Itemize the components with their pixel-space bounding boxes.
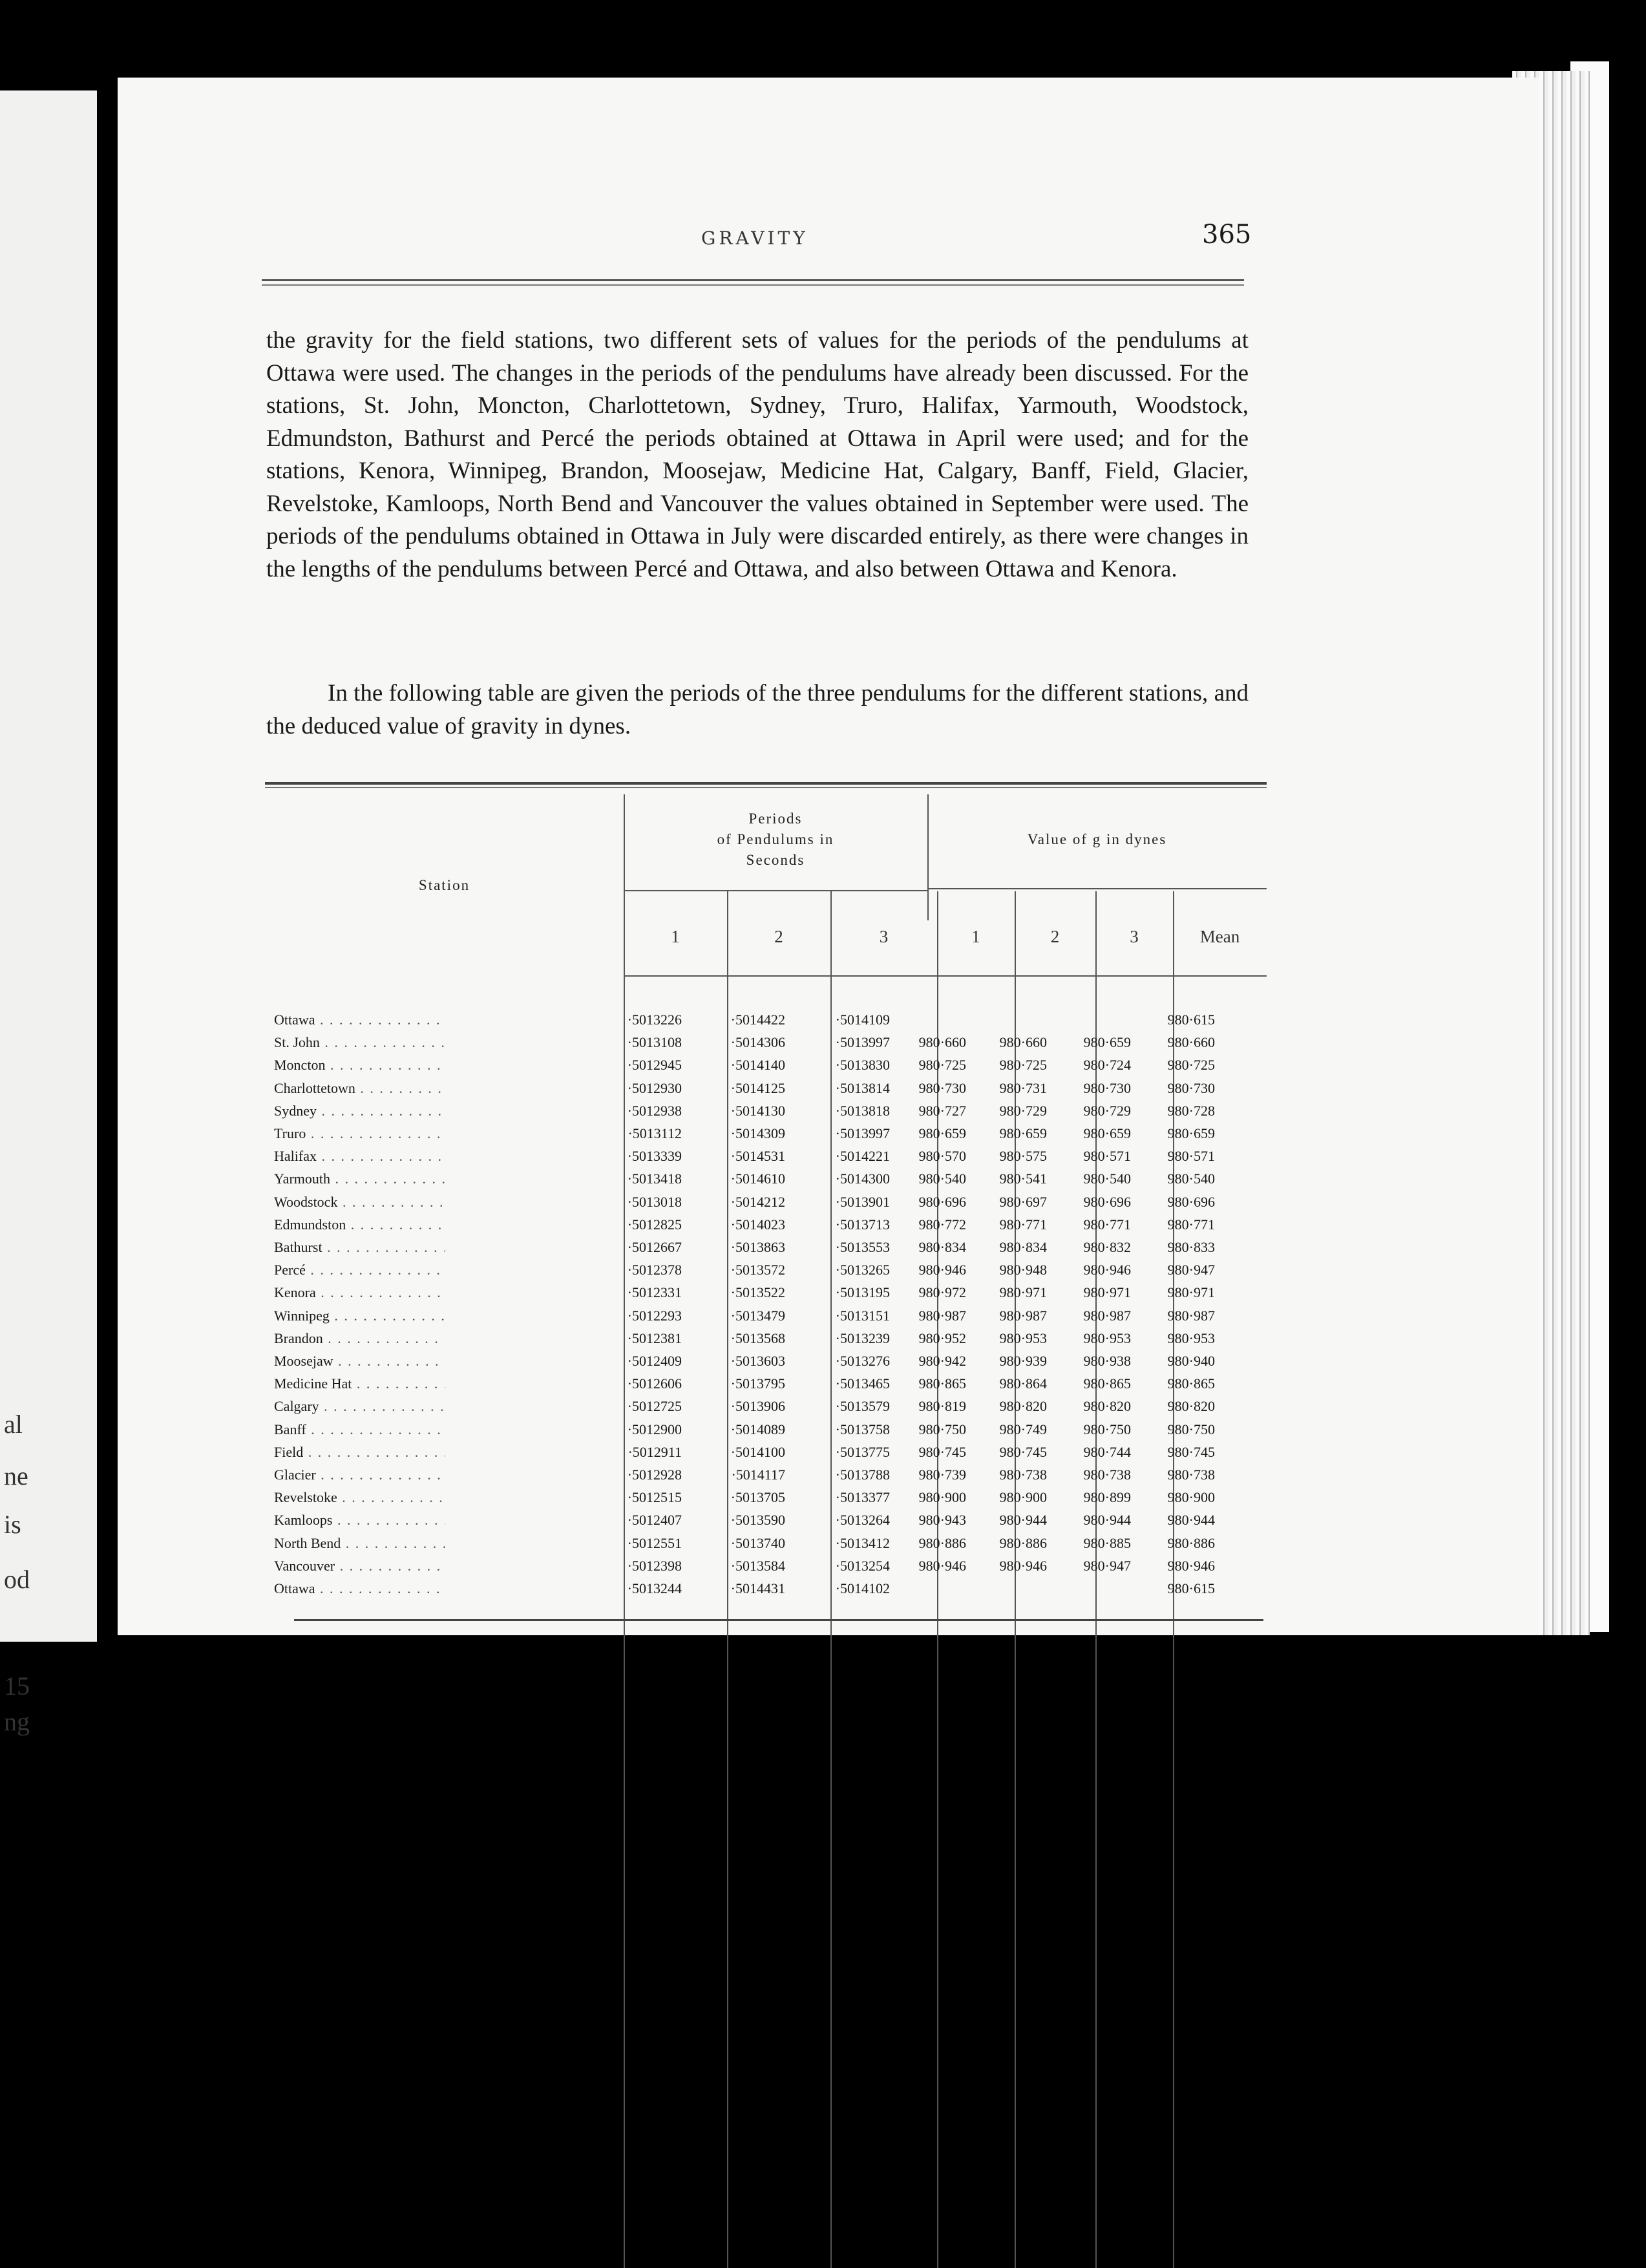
period-3: ·5014300 xyxy=(835,1171,890,1187)
period-2: ·5013522 xyxy=(730,1284,785,1301)
period-1: ·5012293 xyxy=(627,1307,682,1324)
period-2: ·5014531 xyxy=(730,1148,785,1165)
gravity-3: 980·865 xyxy=(1083,1375,1131,1392)
col-g-mean: Mean xyxy=(1199,927,1240,946)
table-row xyxy=(265,1284,1267,1307)
gravity-2: 980·944 xyxy=(999,1512,1047,1529)
table-row xyxy=(265,1512,1267,1534)
gravity-3: 980·729 xyxy=(1083,1102,1131,1119)
period-3: ·5013818 xyxy=(835,1102,890,1119)
period-2: ·5014089 xyxy=(730,1421,785,1437)
header-rule xyxy=(262,279,1244,286)
table-row xyxy=(265,1535,1267,1558)
period-3: ·5013265 xyxy=(835,1262,890,1278)
gravity-3: 980·696 xyxy=(1083,1193,1131,1210)
period-3: ·5013412 xyxy=(835,1534,890,1551)
period-1: ·5013339 xyxy=(627,1148,682,1165)
gravity-3: 980·744 xyxy=(1083,1443,1131,1460)
station-name: Kamloops . . . xyxy=(274,1512,445,1529)
gravity-header: Value of g in dynes xyxy=(1027,831,1167,847)
gravity-2: 980·749 xyxy=(999,1421,1047,1437)
table-row xyxy=(265,1330,1267,1353)
station-name: Charlottetown . . . xyxy=(274,1080,445,1097)
station-name: Medicine Hat . . . xyxy=(274,1375,445,1392)
periods-header-line: of Pendulums in xyxy=(717,831,834,847)
gravity-table xyxy=(265,782,1267,1596)
gravity-2: 980·987 xyxy=(999,1307,1047,1324)
gravity-3: 980·938 xyxy=(1083,1353,1131,1369)
period-3: ·5013465 xyxy=(835,1375,890,1392)
gravity-mean: 980·865 xyxy=(1167,1375,1215,1392)
period-2: ·5013584 xyxy=(730,1557,785,1574)
period-2: ·5013568 xyxy=(730,1330,785,1346)
table-row xyxy=(265,1194,1267,1216)
period-3: ·5013814 xyxy=(835,1079,890,1096)
page-number: 365 xyxy=(1202,220,1252,249)
column-divider xyxy=(927,794,929,920)
table-row xyxy=(265,1080,1267,1103)
gravity-2: 980·948 xyxy=(999,1262,1047,1278)
table-row xyxy=(265,1421,1267,1444)
gravity-3: 980·540 xyxy=(1083,1171,1131,1187)
gravity-3: 980·820 xyxy=(1083,1398,1131,1415)
header-rule xyxy=(624,890,927,891)
period-2: ·5013740 xyxy=(730,1534,785,1551)
gravity-3: 980·832 xyxy=(1083,1239,1131,1255)
gravity-1: 980·727 xyxy=(918,1102,966,1119)
period-2: ·5014422 xyxy=(730,1012,785,1028)
station-name: Bathurst . . . xyxy=(274,1239,445,1256)
period-3: ·5013377 xyxy=(835,1489,890,1506)
period-2: ·5014130 xyxy=(730,1102,785,1119)
gravity-mean: 980·947 xyxy=(1167,1262,1215,1278)
table-row xyxy=(265,1103,1267,1125)
gravity-mean: 980·771 xyxy=(1167,1216,1215,1233)
gravity-3: 980·571 xyxy=(1083,1148,1131,1165)
station-name: Glacier . . . xyxy=(274,1467,445,1483)
period-3: ·5014102 xyxy=(835,1580,890,1596)
period-3: ·5013775 xyxy=(835,1443,890,1460)
period-1: ·5012938 xyxy=(627,1102,682,1119)
station-name: North Bend . . . xyxy=(274,1535,445,1552)
table-row xyxy=(265,1467,1267,1489)
gravity-3: 980·953 xyxy=(1083,1330,1131,1346)
gravity-mean: 980·953 xyxy=(1167,1330,1215,1346)
gravity-mean: 980·615 xyxy=(1167,1012,1215,1028)
gravity-mean: 980·833 xyxy=(1167,1239,1215,1255)
table-row xyxy=(265,1375,1267,1398)
gravity-3: 980·971 xyxy=(1083,1284,1131,1301)
gravity-1: 980·946 xyxy=(918,1262,966,1278)
gravity-1: 980·865 xyxy=(918,1375,966,1392)
gravity-mean: 980·971 xyxy=(1167,1284,1215,1301)
table-row xyxy=(265,1057,1267,1079)
period-3: ·5014221 xyxy=(835,1148,890,1165)
period-1: ·5012900 xyxy=(627,1421,682,1437)
period-2: ·5013603 xyxy=(730,1353,785,1369)
gravity-2: 980·660 xyxy=(999,1034,1047,1051)
header-bottom-rule xyxy=(624,975,1267,977)
table-row xyxy=(265,1489,1267,1512)
gravity-2: 980·900 xyxy=(999,1489,1047,1506)
table-row xyxy=(265,1444,1267,1467)
gravity-2: 980·738 xyxy=(999,1467,1047,1483)
gravity-1: 980·819 xyxy=(918,1398,966,1415)
gravity-1: 980·660 xyxy=(918,1034,966,1051)
period-1: ·5012378 xyxy=(627,1262,682,1278)
table-header xyxy=(265,788,1267,998)
gravity-1: 980·987 xyxy=(918,1307,966,1324)
period-1: ·5012930 xyxy=(627,1079,682,1096)
gravity-mean: 980·615 xyxy=(1167,1580,1215,1596)
left-fragment: 15 xyxy=(4,1671,30,1701)
gravity-3: 980·771 xyxy=(1083,1216,1131,1233)
gravity-1: 980·745 xyxy=(918,1443,966,1460)
period-3: ·5013264 xyxy=(835,1512,890,1529)
period-1: ·5012945 xyxy=(627,1057,682,1074)
period-3: ·5013239 xyxy=(835,1330,890,1346)
gravity-mean: 980·946 xyxy=(1167,1557,1215,1574)
gravity-2: 980·697 xyxy=(999,1193,1047,1210)
period-2: ·5014117 xyxy=(731,1467,785,1483)
station-name: Ottawa . . . xyxy=(274,1580,445,1597)
left-fragment: ne xyxy=(4,1461,28,1490)
period-1: ·5013112 xyxy=(628,1125,682,1141)
gravity-mean: 980·750 xyxy=(1167,1421,1215,1437)
table-row xyxy=(265,1216,1267,1239)
station-name: Revelstoke . . . xyxy=(274,1489,445,1506)
periods-header-line: Periods xyxy=(748,811,803,827)
station-name: Sydney . . . xyxy=(274,1103,445,1119)
periods-header xyxy=(624,809,927,871)
gravity-mean: 980·659 xyxy=(1167,1125,1215,1141)
period-2: ·5014125 xyxy=(730,1079,785,1096)
paragraph-text: the gravity for the field stations, two different sets of values for the periods of the pendulums at Ottawa were used. The changes in the periods of the pendulums have already been discussed. For the stations, St. John, Moncton, Charlottetown, Sydney, Truro, Halifax, Yarmouth, Woodstock, Edmundston, Bathurst and Percé the periods obtained at Ottawa in April were used; and for the stations, Kenora, Winnipeg, Brandon, Moosejaw, Medicine Hat, Calgary, Banff, Field, Glacier, Revelstoke, Kamloops, North Bend and Vancouver the values obtained in September were used. The periods of the pendulums obtained in Ottawa in July were discarded entirely, as there were changes in the lengths of the pendulums between Percé and Ottawa, and also between Ottawa and Kenora. xyxy=(266,327,1249,582)
gravity-1: 980·750 xyxy=(918,1421,966,1437)
gravity-1: 980·725 xyxy=(918,1057,966,1074)
period-2: ·5014100 xyxy=(730,1443,785,1460)
period-2: ·5014610 xyxy=(730,1171,785,1187)
station-header: Station xyxy=(418,877,470,893)
station-name: St. John . . . xyxy=(274,1034,445,1051)
period-2: ·5013863 xyxy=(730,1239,785,1255)
period-1: ·5012667 xyxy=(627,1239,682,1255)
gravity-3: 980·885 xyxy=(1083,1534,1131,1551)
table-row xyxy=(265,1398,1267,1421)
station-name: Ottawa . . . xyxy=(274,1012,445,1028)
gravity-mean: 980·820 xyxy=(1167,1398,1215,1415)
gravity-mean: 980·660 xyxy=(1167,1034,1215,1051)
left-page-edge xyxy=(0,90,97,1736)
period-1: ·5012381 xyxy=(627,1330,682,1346)
gravity-1: 980·696 xyxy=(918,1193,966,1210)
period-3: ·5013151 xyxy=(835,1307,890,1324)
table-row xyxy=(265,1262,1267,1284)
gravity-2: 980·659 xyxy=(999,1125,1047,1141)
station-name: Halifax . . . xyxy=(274,1148,445,1165)
col-period-1: 1 xyxy=(671,927,680,946)
period-1: ·5012398 xyxy=(627,1557,682,1574)
period-3: ·5013254 xyxy=(835,1557,890,1574)
period-1: ·5013018 xyxy=(627,1193,682,1210)
gravity-2: 980·771 xyxy=(999,1216,1047,1233)
gravity-1: 980·943 xyxy=(918,1512,966,1529)
period-3: ·5013758 xyxy=(835,1421,890,1437)
period-3: ·5013713 xyxy=(835,1216,890,1233)
gravity-3: 980·947 xyxy=(1083,1557,1131,1574)
period-1: ·5013226 xyxy=(627,1012,682,1028)
left-fragment: al xyxy=(4,1410,23,1439)
gravity-2: 980·725 xyxy=(999,1057,1047,1074)
table-bottom-rule xyxy=(294,1619,1263,1621)
station-name: Vancouver . . . xyxy=(274,1558,445,1574)
period-3: ·5014109 xyxy=(835,1012,890,1028)
gravity-1: 980·900 xyxy=(918,1489,966,1506)
period-3: ·5013901 xyxy=(835,1193,890,1210)
period-1: ·5012551 xyxy=(627,1534,682,1551)
period-1: ·5012725 xyxy=(627,1398,682,1415)
period-3: ·5013788 xyxy=(835,1467,890,1483)
left-fragment: is xyxy=(4,1510,21,1539)
period-1: ·5013244 xyxy=(627,1580,682,1596)
period-2: ·5014309 xyxy=(730,1125,785,1141)
gravity-mean: 980·738 xyxy=(1167,1467,1215,1483)
period-2: ·5013705 xyxy=(730,1489,785,1506)
gravity-mean: 980·987 xyxy=(1167,1307,1215,1324)
gravity-1: 980·886 xyxy=(918,1534,966,1551)
gravity-3: 980·659 xyxy=(1083,1034,1131,1051)
table-top-rule xyxy=(265,782,1267,788)
gravity-mean: 980·944 xyxy=(1167,1512,1215,1529)
gravity-1: 980·952 xyxy=(918,1330,966,1346)
table-row xyxy=(265,1308,1267,1330)
station-name: Edmundston . . . xyxy=(274,1216,445,1233)
table-row xyxy=(265,1580,1267,1603)
gravity-mean: 980·696 xyxy=(1167,1193,1215,1210)
gravity-2: 980·820 xyxy=(999,1398,1047,1415)
period-2: ·5014023 xyxy=(730,1216,785,1233)
gravity-3: 980·987 xyxy=(1083,1307,1131,1324)
period-3: ·5013276 xyxy=(835,1353,890,1369)
periods-header-line: Seconds xyxy=(746,852,805,868)
station-name: Woodstock . . . xyxy=(274,1194,445,1211)
gravity-1: 980·772 xyxy=(918,1216,966,1233)
period-1: ·5012515 xyxy=(627,1489,682,1506)
left-fragment: ng xyxy=(4,1707,30,1736)
gravity-mean: 980·900 xyxy=(1167,1489,1215,1506)
gravity-1: 980·730 xyxy=(918,1079,966,1096)
gravity-2: 980·864 xyxy=(999,1375,1047,1392)
gravity-1: 980·739 xyxy=(918,1467,966,1483)
gravity-1: 980·942 xyxy=(918,1353,966,1369)
gravity-1: 980·946 xyxy=(918,1557,966,1574)
table-row xyxy=(265,1012,1267,1034)
gravity-3: 980·730 xyxy=(1083,1079,1131,1096)
gravity-2: 980·575 xyxy=(999,1148,1047,1165)
gravity-2: 980·953 xyxy=(999,1330,1047,1346)
col-period-3: 3 xyxy=(879,927,889,946)
period-1: ·5012928 xyxy=(627,1467,682,1483)
gravity-mean: 980·728 xyxy=(1167,1102,1215,1119)
period-3: ·5013997 xyxy=(835,1034,890,1051)
gravity-mean: 980·730 xyxy=(1167,1079,1215,1096)
period-2: ·5014431 xyxy=(730,1580,785,1596)
col-g-1: 1 xyxy=(971,927,980,946)
col-g-3: 3 xyxy=(1130,927,1139,946)
gravity-3: 980·946 xyxy=(1083,1262,1131,1278)
period-2: ·5014140 xyxy=(730,1057,785,1074)
gravity-mean: 980·940 xyxy=(1167,1353,1215,1369)
period-3: ·5013195 xyxy=(835,1284,890,1301)
gravity-1: 980·972 xyxy=(918,1284,966,1301)
gravity-2: 980·729 xyxy=(999,1102,1047,1119)
gravity-2: 980·745 xyxy=(999,1443,1047,1460)
table-row xyxy=(265,1239,1267,1262)
period-2: ·5013572 xyxy=(730,1262,785,1278)
table-row xyxy=(265,1148,1267,1171)
station-name: Calgary . . . xyxy=(274,1398,445,1415)
gravity-mean: 980·571 xyxy=(1167,1148,1215,1165)
period-1: ·5013108 xyxy=(627,1034,682,1051)
period-3: ·5013830 xyxy=(835,1057,890,1074)
station-name: Brandon . . . xyxy=(274,1330,445,1347)
gravity-2: 980·946 xyxy=(999,1557,1047,1574)
gravity-3: 980·944 xyxy=(1083,1512,1131,1529)
left-fragment: od xyxy=(4,1565,30,1594)
station-name: Field . . . xyxy=(274,1444,445,1461)
table-row xyxy=(265,1353,1267,1375)
period-2: ·5014212 xyxy=(730,1193,785,1210)
gravity-2: 980·541 xyxy=(999,1171,1047,1187)
period-2: ·5014306 xyxy=(730,1034,785,1051)
period-3: ·5013553 xyxy=(835,1239,890,1255)
period-1: ·5012825 xyxy=(627,1216,682,1233)
gravity-3: 980·659 xyxy=(1083,1125,1131,1141)
gravity-2: 980·834 xyxy=(999,1239,1047,1255)
header-rule xyxy=(927,888,1267,889)
period-2: ·5013795 xyxy=(730,1375,785,1392)
period-1: ·5012606 xyxy=(627,1375,682,1392)
period-1: ·5012407 xyxy=(627,1512,682,1529)
gravity-1: 980·659 xyxy=(918,1125,966,1141)
gravity-3: 980·724 xyxy=(1083,1057,1131,1074)
gravity-1: 980·834 xyxy=(918,1239,966,1255)
gravity-2: 980·731 xyxy=(999,1079,1047,1096)
station-name: Winnipeg . . . xyxy=(274,1308,445,1324)
gravity-mean: 980·540 xyxy=(1167,1171,1215,1187)
table-row xyxy=(265,1125,1267,1148)
station-name: Percé . . . xyxy=(274,1262,445,1278)
gravity-2: 980·939 xyxy=(999,1353,1047,1369)
period-2: ·5013479 xyxy=(730,1307,785,1324)
body-paragraph xyxy=(266,324,1249,586)
period-2: ·5013906 xyxy=(730,1398,785,1415)
gravity-mean: 980·745 xyxy=(1167,1443,1215,1460)
col-period-2: 2 xyxy=(774,927,783,946)
gravity-1: 980·570 xyxy=(918,1148,966,1165)
period-1: ·5012911 xyxy=(628,1443,682,1460)
paragraph-text: In the following table are given the periods of the three pendulums for the different stations, and the deduced value of gravity in dynes. xyxy=(266,680,1249,739)
gravity-mean: 980·886 xyxy=(1167,1534,1215,1551)
gravity-2: 980·971 xyxy=(999,1284,1047,1301)
gravity-mean: 980·725 xyxy=(1167,1057,1215,1074)
table-row xyxy=(265,1171,1267,1193)
gravity-2: 980·886 xyxy=(999,1534,1047,1551)
period-1: ·5013418 xyxy=(627,1171,682,1187)
station-name: Yarmouth . . . xyxy=(274,1171,445,1187)
station-name: Moncton . . . xyxy=(274,1057,445,1074)
intro-paragraph xyxy=(266,677,1249,743)
gravity-1: 980·540 xyxy=(918,1171,966,1187)
table-row xyxy=(265,1558,1267,1580)
station-name: Banff . . . xyxy=(274,1421,445,1438)
period-1: ·5012331 xyxy=(627,1284,682,1301)
running-head: GRAVITY xyxy=(701,228,808,249)
gravity-3: 980·738 xyxy=(1083,1467,1131,1483)
station-name: Kenora . . . xyxy=(274,1284,445,1301)
period-3: ·5013579 xyxy=(835,1398,890,1415)
period-1: ·5012409 xyxy=(627,1353,682,1369)
col-g-2: 2 xyxy=(1050,927,1060,946)
table-row xyxy=(265,1034,1267,1057)
station-name: Moosejaw . . . xyxy=(274,1353,445,1370)
period-3: ·5013997 xyxy=(835,1125,890,1141)
station-name: Truro . . . xyxy=(274,1125,445,1142)
period-2: ·5013590 xyxy=(730,1512,785,1529)
gravity-3: 980·750 xyxy=(1083,1421,1131,1437)
gravity-3: 980·899 xyxy=(1083,1489,1131,1506)
